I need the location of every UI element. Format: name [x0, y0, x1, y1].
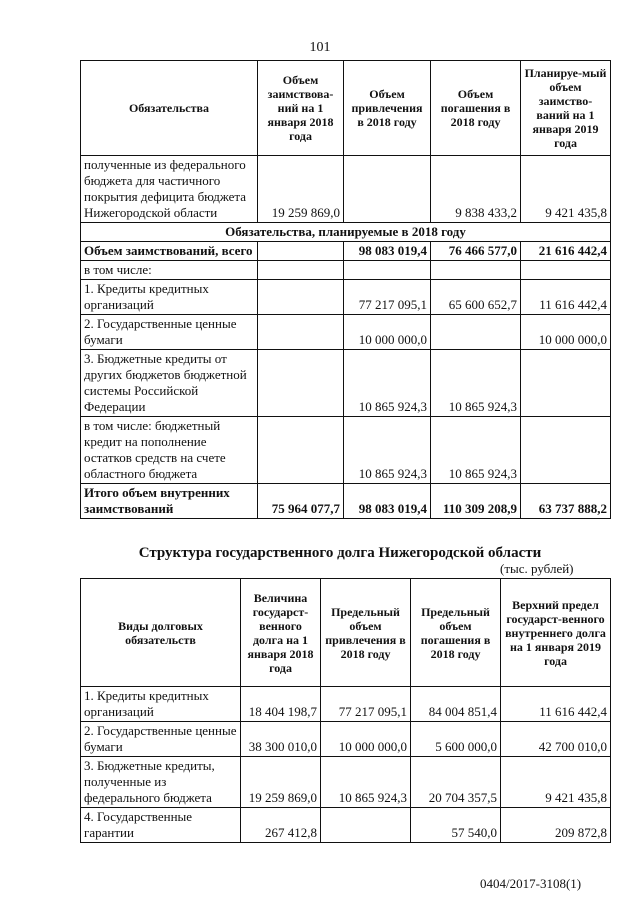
column-header: Планируе-мый объем заимство-ваний на 1 января 2019 года	[521, 61, 611, 156]
table-row	[81, 722, 611, 757]
unit-label: (тыс. рублей)	[500, 561, 574, 576]
row-label: Объем заимствований, всего	[81, 242, 258, 261]
table-row	[81, 280, 611, 315]
cell-value: 76 466 577,0	[431, 242, 521, 261]
cell-value	[431, 315, 521, 350]
row-label: в том числе:	[81, 261, 258, 280]
cell-value: 10 865 924,3	[431, 417, 521, 484]
cell-value: 11 616 442,4	[501, 687, 611, 722]
cell-value: 10 000 000,0	[344, 315, 431, 350]
cell-value: 77 217 095,1	[321, 687, 411, 722]
borrowings-table	[80, 60, 611, 519]
cell-value	[521, 350, 611, 417]
cell-value	[258, 261, 344, 280]
cell-value	[258, 315, 344, 350]
cell-value	[344, 156, 431, 223]
cell-value: 10 000 000,0	[321, 722, 411, 757]
cell-value	[431, 261, 521, 280]
cell-value: 10 865 924,3	[431, 350, 521, 417]
table-row	[81, 757, 611, 808]
cell-value	[258, 280, 344, 315]
column-header: Объем погашения в 2018 году	[431, 61, 521, 156]
page-number: 101	[309, 40, 331, 55]
section-row	[81, 223, 611, 242]
column-header: Верхний предел государст-венного внутреннего долга на 1 января 2019 года	[501, 579, 611, 687]
cell-value: 38 300 010,0	[241, 722, 321, 757]
cell-value: 20 704 357,5	[411, 757, 501, 808]
cell-value	[521, 417, 611, 484]
cell-value: 42 700 010,0	[501, 722, 611, 757]
column-header: Величина государст-венного долга на 1 января 2018 года	[241, 579, 321, 687]
cell-value: 19 259 869,0	[241, 757, 321, 808]
column-header: Объем привлечения в 2018 году	[344, 61, 431, 156]
column-header: Предельный объем привлечения в 2018 году	[321, 579, 411, 687]
document-code: 0404/2017-3108(1)	[480, 876, 582, 891]
row-label: 3. Бюджетные кредиты, полученные из федерального бюджета	[81, 757, 241, 808]
column-header: Виды долговых обязательств	[81, 579, 241, 687]
cell-value	[344, 261, 431, 280]
cell-value: 65 600 652,7	[431, 280, 521, 315]
table-row	[81, 156, 611, 223]
section-heading: Обязательства, планируемые в 2018 году	[81, 223, 611, 242]
table-header-row	[81, 579, 611, 687]
cell-value: 9 421 435,8	[521, 156, 611, 223]
column-header: Предельный объем погашения в 2018 году	[411, 579, 501, 687]
table-row	[81, 350, 611, 417]
cell-value	[321, 808, 411, 843]
cell-value: 77 217 095,1	[344, 280, 431, 315]
row-label: Итого объем внутренних заимствований	[81, 484, 258, 519]
cell-value	[258, 417, 344, 484]
cell-value: 98 083 019,4	[344, 242, 431, 261]
cell-value: 9 421 435,8	[501, 757, 611, 808]
cell-value: 9 838 433,2	[431, 156, 521, 223]
cell-value: 18 404 198,7	[241, 687, 321, 722]
debt-structure-table	[80, 578, 611, 843]
row-label: в том числе: бюджетный кредит на пополнение остатков средств на счете областного бюджета	[81, 417, 258, 484]
cell-value: 11 616 442,4	[521, 280, 611, 315]
cell-value: 10 865 924,3	[344, 417, 431, 484]
table-row	[81, 484, 611, 519]
row-label: 2. Государственные ценные бумаги	[81, 315, 258, 350]
cell-value	[258, 242, 344, 261]
cell-value: 10 865 924,3	[344, 350, 431, 417]
cell-value: 19 259 869,0	[258, 156, 344, 223]
cell-value	[258, 350, 344, 417]
column-header: Обязательства	[81, 61, 258, 156]
table-header-row	[81, 61, 611, 156]
cell-value: 10 000 000,0	[521, 315, 611, 350]
cell-value: 209 872,8	[501, 808, 611, 843]
table-row	[81, 315, 611, 350]
cell-value: 75 964 077,7	[258, 484, 344, 519]
table-row	[81, 242, 611, 261]
cell-value: 110 309 208,9	[431, 484, 521, 519]
column-header: Объем заимствова-ний на 1 января 2018 года	[258, 61, 344, 156]
cell-value: 98 083 019,4	[344, 484, 431, 519]
row-label: 3. Бюджетные кредиты от других бюджетов бюджетной системы Российской Федерации	[81, 350, 258, 417]
row-label: 1. Кредиты кредитных организаций	[81, 687, 241, 722]
table-row	[81, 808, 611, 843]
table-row	[81, 687, 611, 722]
table-row	[81, 417, 611, 484]
cell-value	[521, 261, 611, 280]
cell-value: 267 412,8	[241, 808, 321, 843]
cell-value: 84 004 851,4	[411, 687, 501, 722]
row-label: 2. Государственные ценные бумаги	[81, 722, 241, 757]
cell-value: 10 865 924,3	[321, 757, 411, 808]
cell-value: 5 600 000,0	[411, 722, 501, 757]
cell-value: 63 737 888,2	[521, 484, 611, 519]
cell-value: 57 540,0	[411, 808, 501, 843]
row-label: полученные из федерального бюджета для частичного покрытия дефицита бюджета Нижегородской области	[81, 156, 258, 223]
table-row	[81, 261, 611, 280]
section-title: Структура государственного долга Нижегородской области	[138, 545, 542, 561]
row-label: 1. Кредиты кредитных организаций	[81, 280, 258, 315]
cell-value: 21 616 442,4	[521, 242, 611, 261]
row-label: 4. Государственные гарантии	[81, 808, 241, 843]
